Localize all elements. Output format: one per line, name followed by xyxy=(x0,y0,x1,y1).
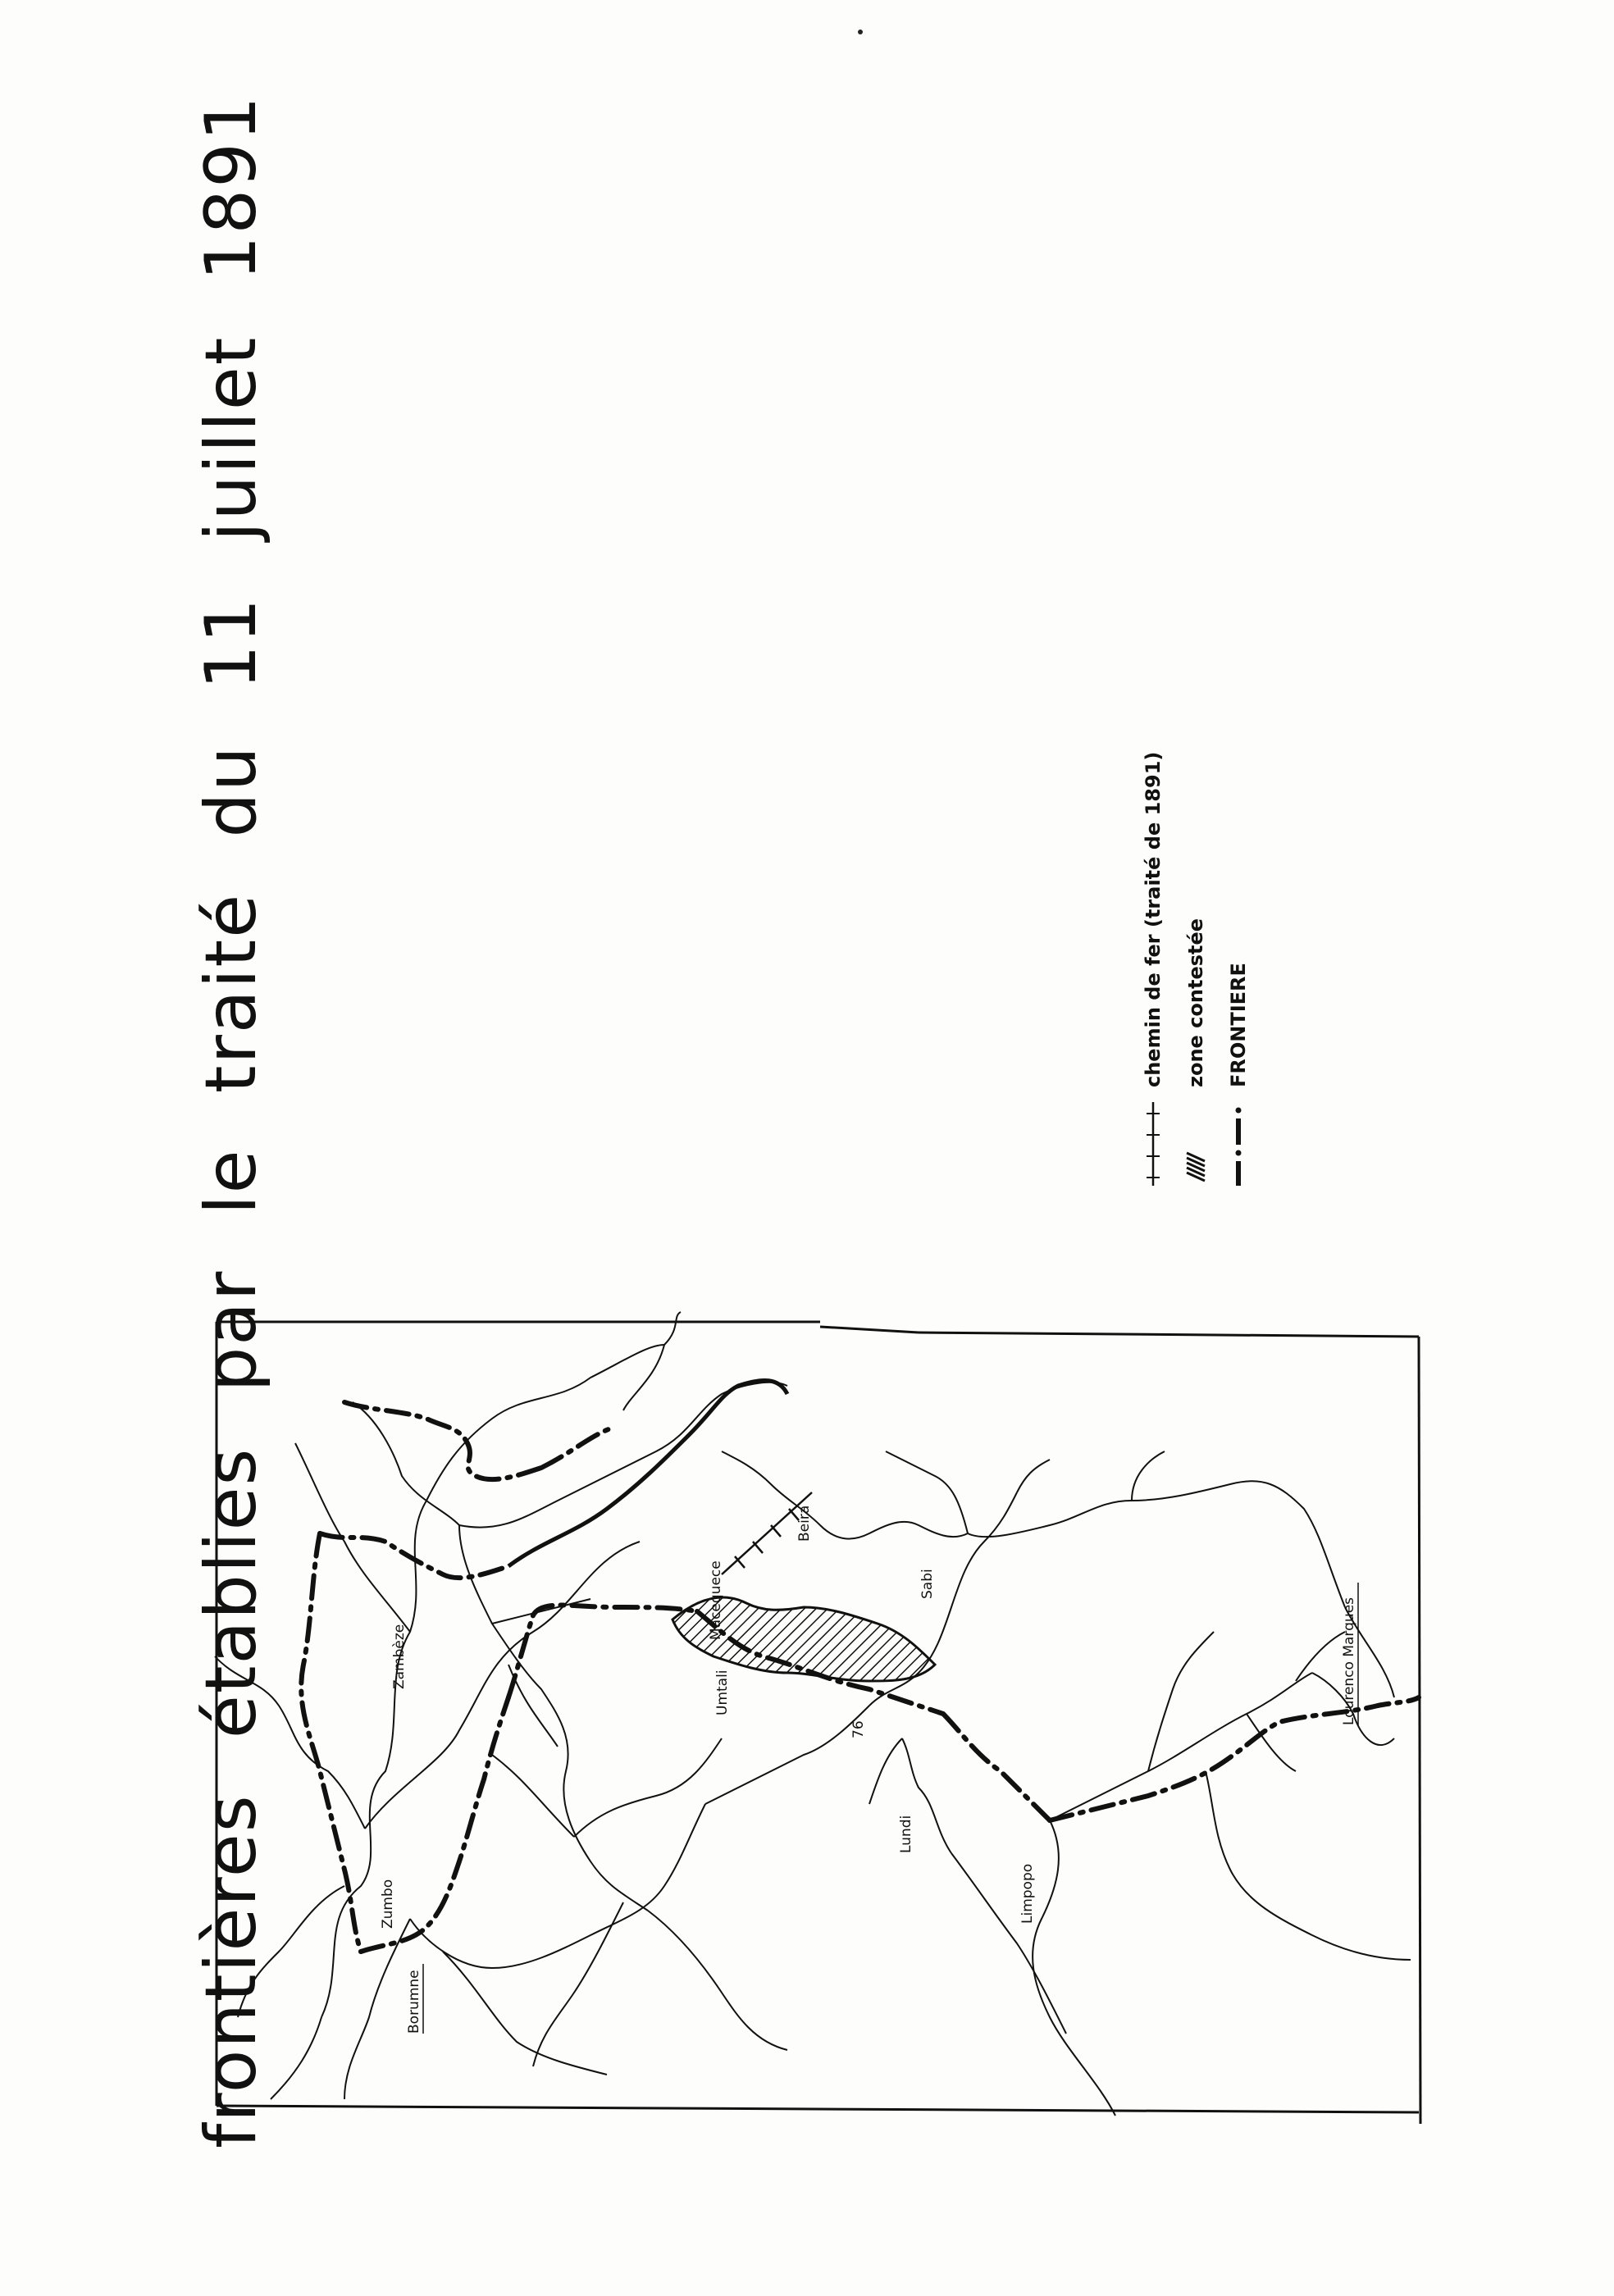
title-word: établies xyxy=(190,1446,272,1739)
label-mark-76: 76 xyxy=(850,1720,867,1738)
legend-frontier-label: FRONTIERE xyxy=(1227,963,1250,1087)
map-border xyxy=(217,1322,1420,2124)
label-macequece: Macequece xyxy=(708,1560,724,1640)
title-word: 11 xyxy=(190,596,272,690)
label-borumne: Borumne xyxy=(406,1970,422,2034)
label-lourenco-marques: Lourenco Marques xyxy=(1341,1597,1357,1725)
legend-contested-label: zone contestée xyxy=(1184,918,1207,1087)
title-word: frontières xyxy=(190,1793,272,2148)
label-umtali: Umtali xyxy=(714,1670,731,1715)
river-zambeze xyxy=(321,1345,664,2017)
river-limpopo xyxy=(1033,1820,1115,2116)
label-zumbo: Zumbo xyxy=(380,1879,396,1929)
coastline xyxy=(508,1380,787,1566)
title-word: le xyxy=(190,1148,272,1215)
title-word: traité xyxy=(190,892,272,1094)
title-word: par xyxy=(190,1269,272,1392)
label-sabi: Sabi xyxy=(919,1569,936,1599)
title-word: juillet xyxy=(190,335,272,542)
label-limpopo: Limpopo xyxy=(1019,1863,1036,1924)
title-word: du xyxy=(190,745,272,838)
title-word: 1891 xyxy=(190,94,272,281)
rivers xyxy=(215,1312,1411,2116)
label-lundi: Lundi xyxy=(898,1815,914,1853)
speck xyxy=(858,30,863,34)
label-zambeze: Zambèze xyxy=(391,1624,408,1689)
legend-railway-label: chemin de fer (traité de 1891) xyxy=(1142,751,1165,1087)
label-beira: Beira xyxy=(796,1505,813,1542)
